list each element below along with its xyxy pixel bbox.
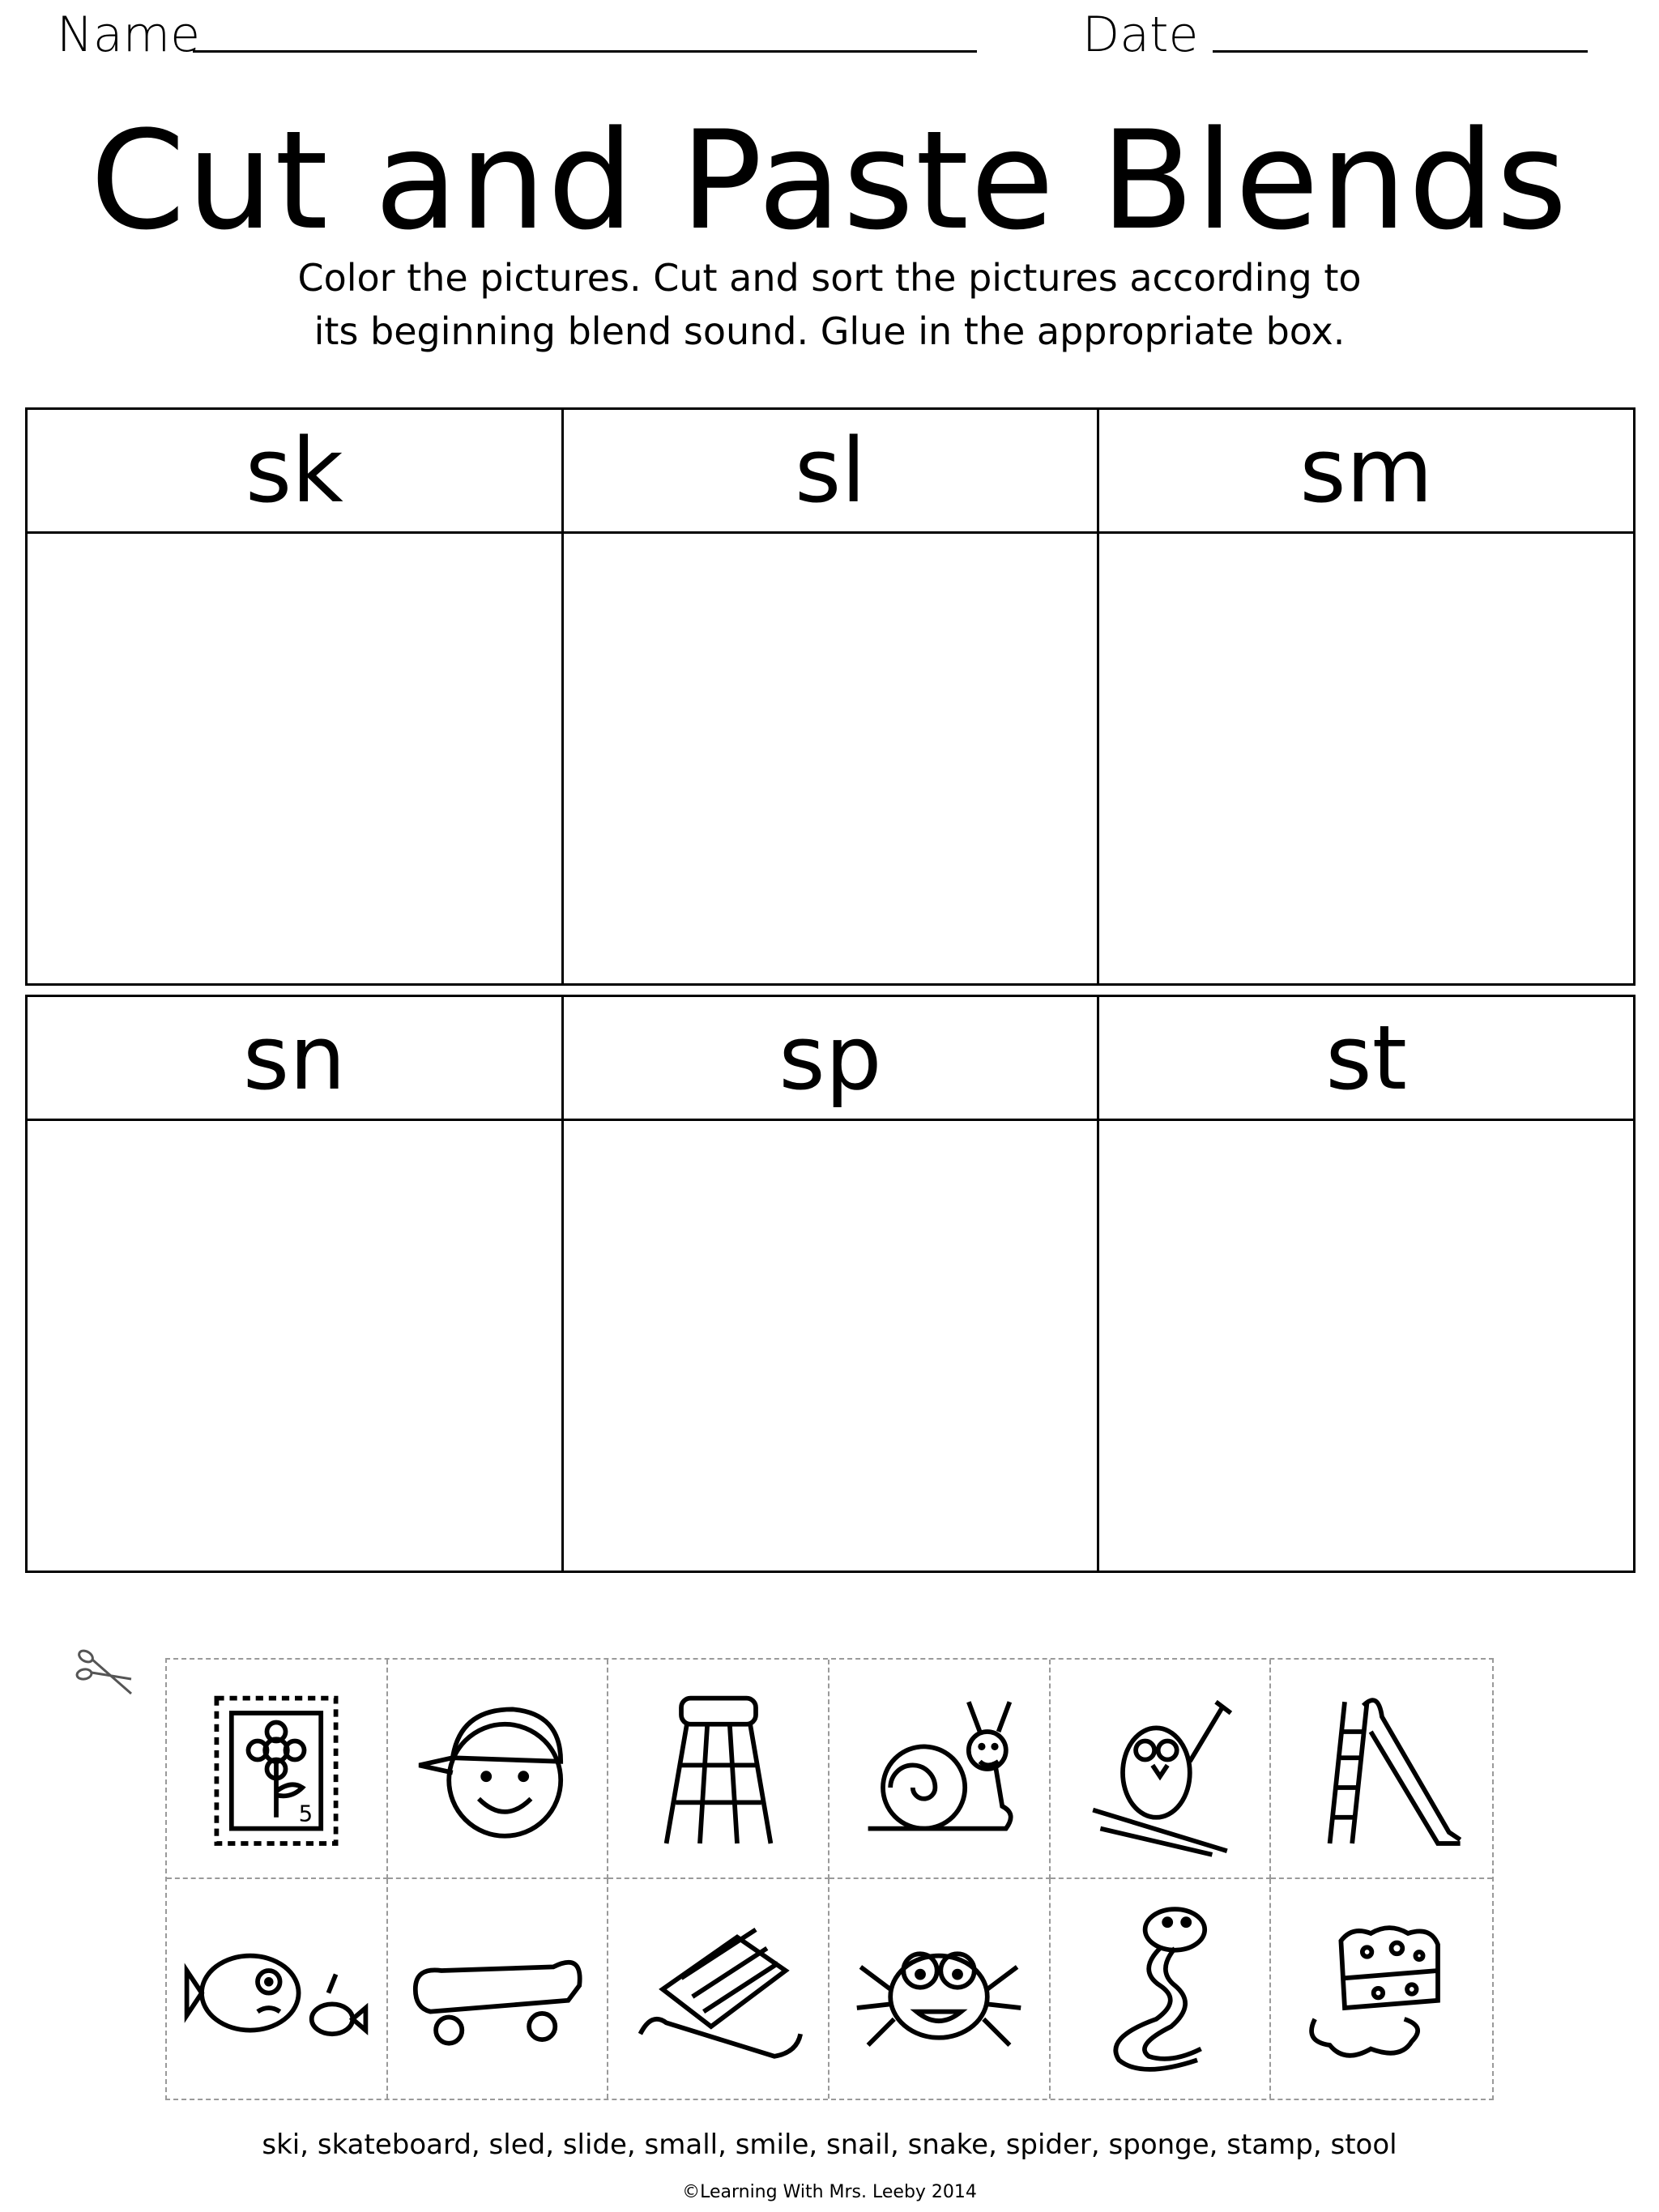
picture-card[interactable] bbox=[608, 1660, 830, 1879]
picture-card[interactable] bbox=[1271, 1879, 1492, 2099]
glue-box-sp[interactable] bbox=[562, 1120, 1098, 1572]
worksheet-title: Cut and Paste Blends bbox=[90, 101, 1569, 260]
cutout-picture-grid bbox=[165, 1658, 1494, 2100]
glue-box-st[interactable] bbox=[1098, 1120, 1635, 1572]
picture-card[interactable] bbox=[388, 1660, 609, 1879]
picture-card[interactable] bbox=[830, 1879, 1051, 2099]
sponge-icon bbox=[1289, 1896, 1475, 2082]
picture-card[interactable] bbox=[608, 1879, 830, 2099]
instructions-line-2: its beginning blend sound. Glue in the appropriate box. bbox=[313, 309, 1346, 353]
name-field-line[interactable] bbox=[193, 50, 977, 53]
word-list: ski, skateboard, sled, slide, small, smile, snail, snake, spider, sponge, stamp, stool bbox=[262, 2129, 1397, 2161]
smile-icon bbox=[404, 1676, 591, 1862]
picture-card[interactable] bbox=[388, 1879, 609, 2099]
scissors-icon bbox=[75, 1647, 136, 1703]
blend-header-st: st bbox=[1098, 996, 1635, 1120]
stool-icon bbox=[625, 1676, 812, 1862]
glue-box-sk[interactable] bbox=[27, 533, 563, 985]
ski-icon bbox=[1067, 1676, 1253, 1862]
glue-box-sm[interactable] bbox=[1098, 533, 1635, 985]
slide-icon bbox=[1289, 1676, 1475, 1862]
picture-card[interactable] bbox=[1051, 1660, 1272, 1879]
glue-box-sn[interactable] bbox=[27, 1120, 563, 1572]
picture-card[interactable] bbox=[1271, 1660, 1492, 1879]
name-label: Name bbox=[57, 6, 201, 63]
sled-icon bbox=[625, 1896, 812, 2082]
picture-card[interactable] bbox=[167, 1660, 388, 1879]
blend-header-sp: sp bbox=[562, 996, 1098, 1120]
picture-card[interactable] bbox=[167, 1879, 388, 2099]
date-field-line[interactable] bbox=[1213, 50, 1588, 53]
stamp-icon bbox=[183, 1676, 369, 1862]
instructions-line-1: Color the pictures. Cut and sort the pictures according to bbox=[297, 256, 1362, 300]
picture-card[interactable] bbox=[830, 1660, 1051, 1879]
small-fish-icon bbox=[183, 1896, 369, 2082]
date-label: Date bbox=[1082, 6, 1199, 63]
blend-header-sm: sm bbox=[1098, 409, 1635, 533]
instructions bbox=[0, 251, 1659, 358]
glue-box-sl[interactable] bbox=[562, 533, 1098, 985]
blend-header-sk: sk bbox=[27, 409, 563, 533]
picture-card[interactable] bbox=[1051, 1879, 1272, 2099]
skateboard-icon bbox=[404, 1896, 591, 2082]
blend-header-sl: sl bbox=[562, 409, 1098, 533]
snake-icon bbox=[1067, 1896, 1253, 2082]
sort-table-top bbox=[25, 407, 1636, 986]
blend-header-sn: sn bbox=[27, 996, 563, 1120]
sort-table-bottom bbox=[25, 995, 1636, 1573]
copyright-text: ©Learning With Mrs. Leeby 2014 bbox=[682, 2182, 977, 2202]
snail-icon bbox=[846, 1676, 1032, 1862]
spider-icon bbox=[846, 1896, 1032, 2082]
stamp-value: 5 bbox=[298, 1799, 313, 1826]
